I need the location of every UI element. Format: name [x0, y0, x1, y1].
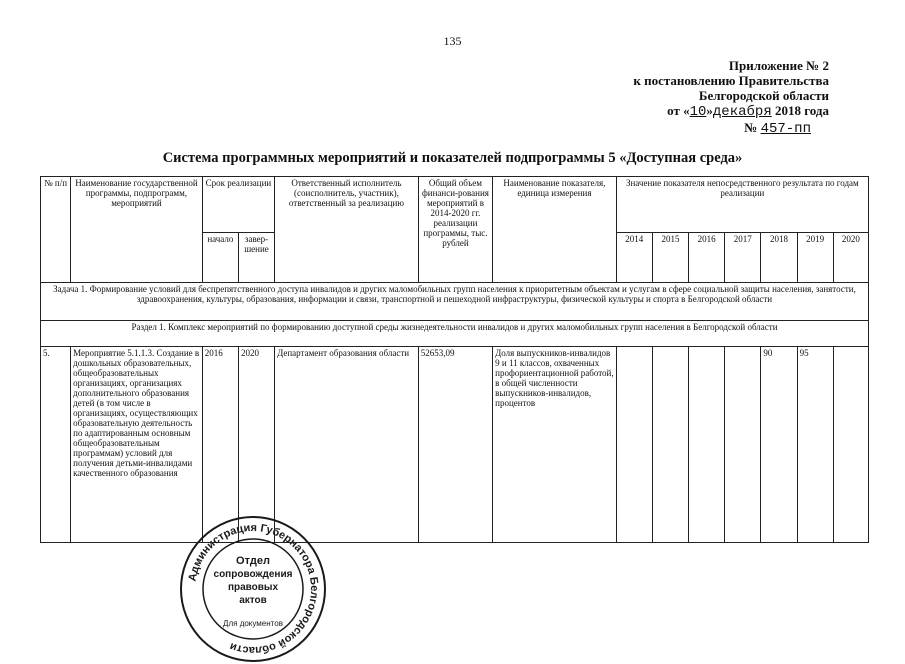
header-indicator: Наименование показателя, единица измерения	[493, 177, 617, 283]
row-value-2015	[652, 347, 688, 543]
number-prefix: №	[744, 120, 758, 135]
row-start: 2016	[202, 347, 238, 543]
header-finance: Общий объем финанси-рования мероприятий в 2014-2020 гг. реализации программы, тыс. рублей	[418, 177, 492, 283]
row-value-2017	[725, 347, 761, 543]
header-num: № п/п	[41, 177, 71, 283]
date-month: декабря	[712, 104, 772, 120]
row-value-2016	[689, 347, 725, 543]
date-day: 10	[689, 104, 707, 120]
appendix-header	[633, 58, 829, 137]
row-num: 5.	[41, 347, 71, 543]
document-title: Система программных мероприятий и показателей подпрограммы 5 «Доступная среда»	[162, 150, 743, 166]
stamp-line-3: правовых	[227, 582, 279, 593]
appendix-region: Белгородской области	[698, 88, 829, 103]
appendix-resolution: к постановлению Правительства	[633, 73, 829, 88]
task-row: Задача 1. Формирование условий для беспрепятственного доступа инвалидов и других маломобильных групп населения к приоритетным объектам и услугам в сфере социальной защиты населения, занятости, здравоохранения, культуры, образования, информации и связи, транспортной и пешеходной инфраструктуры, физической культуры и спорта в Белгородской области	[41, 283, 869, 321]
stamp-line-2: сопровождения	[213, 569, 293, 580]
header-year: 2014	[616, 233, 652, 283]
header-name: Наименование государственной программы, подпрограмм, мероприятий	[71, 177, 203, 283]
date-mid: »	[706, 103, 713, 118]
row-finance: 52653,09	[418, 347, 492, 543]
header-values: Значение показателя непосредственного результата по годам реализации	[616, 177, 868, 233]
stamp-line-4: актов	[239, 595, 267, 606]
row-value-2019: 95	[797, 347, 833, 543]
row-indicator: Доля выпускников-инвалидов 9 и 11 классов, охваченных профориентационной работой, в общей численности выпускников-инвалидов, процентов	[493, 347, 617, 543]
date-year: 2018 года	[774, 103, 829, 118]
header-term-end: завер-шение	[238, 233, 274, 283]
header-executor: Ответственный исполнитель (соисполнитель, участник), ответственный за реализацию	[275, 177, 419, 283]
program-table	[40, 176, 869, 543]
page-number: 135	[443, 34, 462, 48]
number-value: 457-пп	[760, 121, 811, 137]
row-name: Мероприятие 5.1.1.3. Создание в дошкольных образовательных, общеобразовательных организациях, организациях дополнительного образования детей (в том числе в организациях, осуществляющих образовательную деятельность по адаптированным основным общеобразовательным программам) условий для получения детьми-инвалидами качественного образования	[71, 347, 203, 543]
appendix-date	[633, 103, 829, 120]
row-executor: Департамент образования области	[275, 347, 419, 543]
date-prefix: от «	[667, 103, 690, 118]
appendix-title: Приложение № 2	[728, 58, 829, 73]
header-term-start: начало	[202, 233, 238, 283]
stamp-line-1: Отдел	[236, 555, 270, 567]
stamp-ring-text: Администрация Губернатора Белгородской области	[186, 521, 321, 657]
row-end: 2020	[238, 347, 274, 543]
appendix-number	[633, 120, 811, 137]
header-year: 2017	[725, 233, 761, 283]
official-stamp	[178, 514, 328, 664]
row-value-2020	[833, 347, 868, 543]
header-year: 2016	[689, 233, 725, 283]
row-value-2018: 90	[761, 347, 797, 543]
header-year: 2015	[652, 233, 688, 283]
header-year: 2019	[797, 233, 833, 283]
row-value-2014	[616, 347, 652, 543]
header-year: 2020	[833, 233, 868, 283]
section-row: Раздел 1. Комплекс мероприятий по формированию доступной среды жизнедеятельности инвалидов и других маломобильных групп населения в Белгородской области	[41, 321, 869, 347]
stamp-bottom-text: Для документов	[223, 619, 283, 628]
header-year: 2018	[761, 233, 797, 283]
header-term: Срок реализации	[202, 177, 274, 233]
